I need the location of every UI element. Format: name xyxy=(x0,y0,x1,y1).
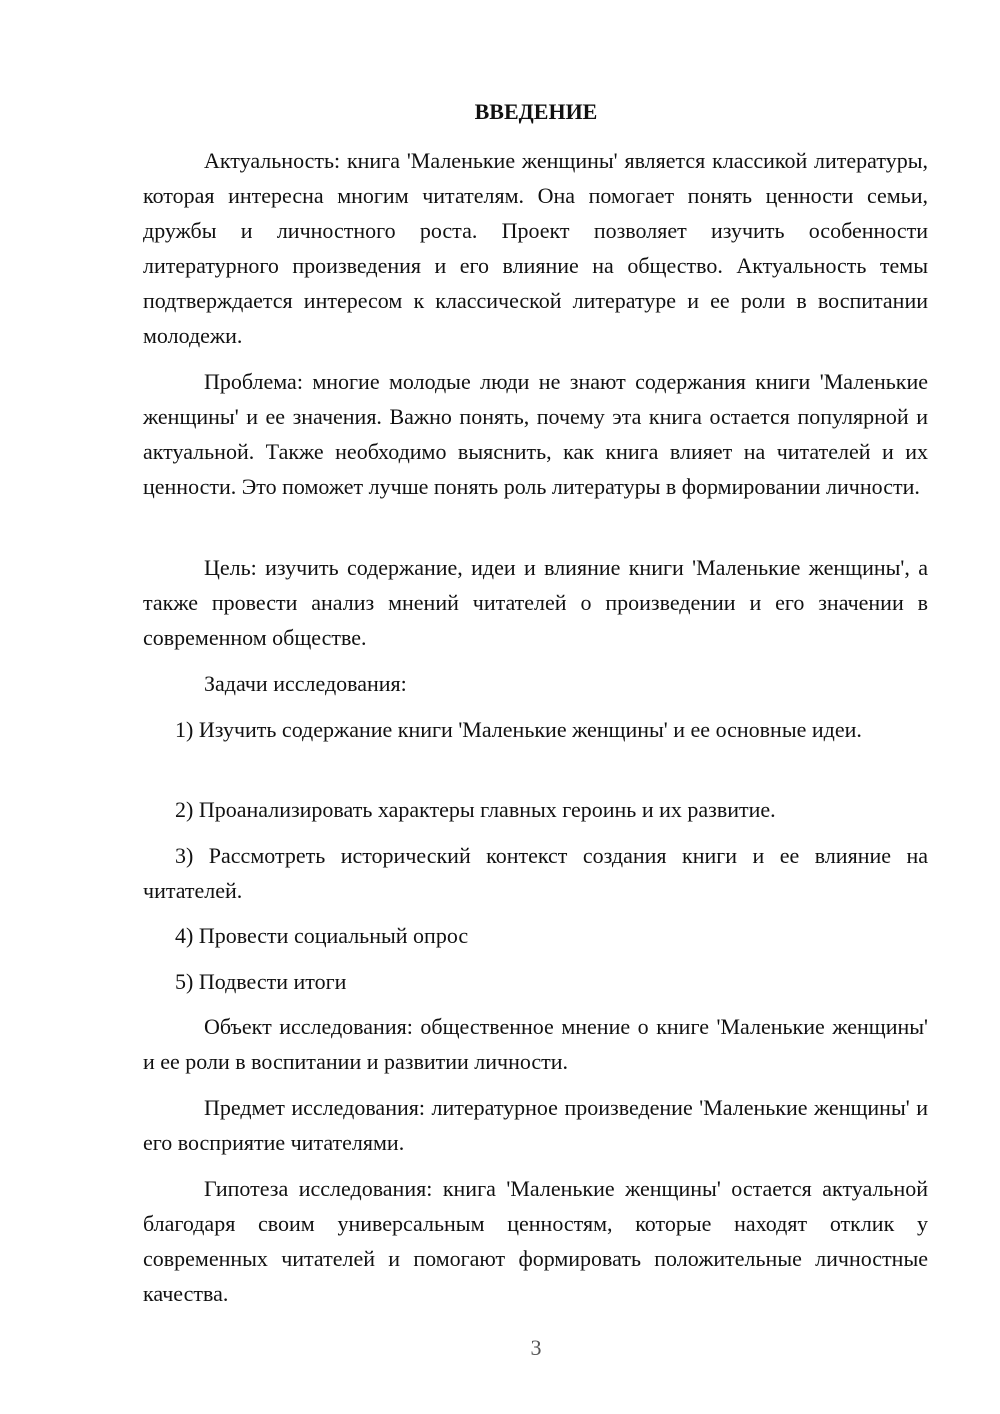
paragraph-problem: Проблема: многие молодые люди не знают содержания книги 'Маленькие женщины' и ее значения. Важно понять, почему эта книга остается популярной и актуальной. Также необходимо выяснить, как книга влияет на читателей и их ценности. Это поможет лучше понять роль литературы в формировании личности. xyxy=(143,369,928,499)
tasks-heading: Задачи исследования: xyxy=(204,671,407,696)
paragraph-relevance: Актуальность: книга 'Маленькие женщины' является классикой литературы, которая интересна многим читателям. Она помогает понять ценности семьи, дружбы и личностного роста. Проект позволяет изучить особенности литературного произведения и его влияние на общество. Актуальность темы подтверждается интересом к классической литературе и ее роли в воспитании молодежи. xyxy=(143,148,928,348)
task-item-5: 5) Подвести итоги xyxy=(175,969,347,994)
paragraph-hypothesis: Гипотеза исследования: книга 'Маленькие женщины' остается актуальной благодаря своим универсальным ценностям, которые находят отклик у современных читателей и помогают формировать положительные личностные качества. xyxy=(143,1176,928,1306)
page-number: 3 xyxy=(530,1335,542,1360)
task-item-3: 3) Рассмотреть исторический контекст создания книги и ее влияние на читателей. xyxy=(143,843,928,903)
task-item-2: 2) Проанализировать характеры главных героинь и их развитие. xyxy=(175,797,776,822)
task-item-1: 1) Изучить содержание книги 'Маленькие женщины' и ее основные идеи. xyxy=(175,717,862,742)
section-title: ВВЕДЕНИЕ xyxy=(474,99,598,124)
paragraph-subject: Предмет исследования: литературное произведение 'Маленькие женщины' и его восприятие читателями. xyxy=(143,1095,928,1155)
paragraph-goal: Цель: изучить содержание, идеи и влияние книги 'Маленькие женщины', а также провести анализ мнений читателей о произведении и его значении в современном обществе. xyxy=(143,555,928,650)
paragraph-object: Объект исследования: общественное мнение о книге 'Маленькие женщины' и ее роли в воспитании и развитии личности. xyxy=(143,1014,928,1074)
task-item-4: 4) Провести социальный опрос xyxy=(175,923,469,948)
